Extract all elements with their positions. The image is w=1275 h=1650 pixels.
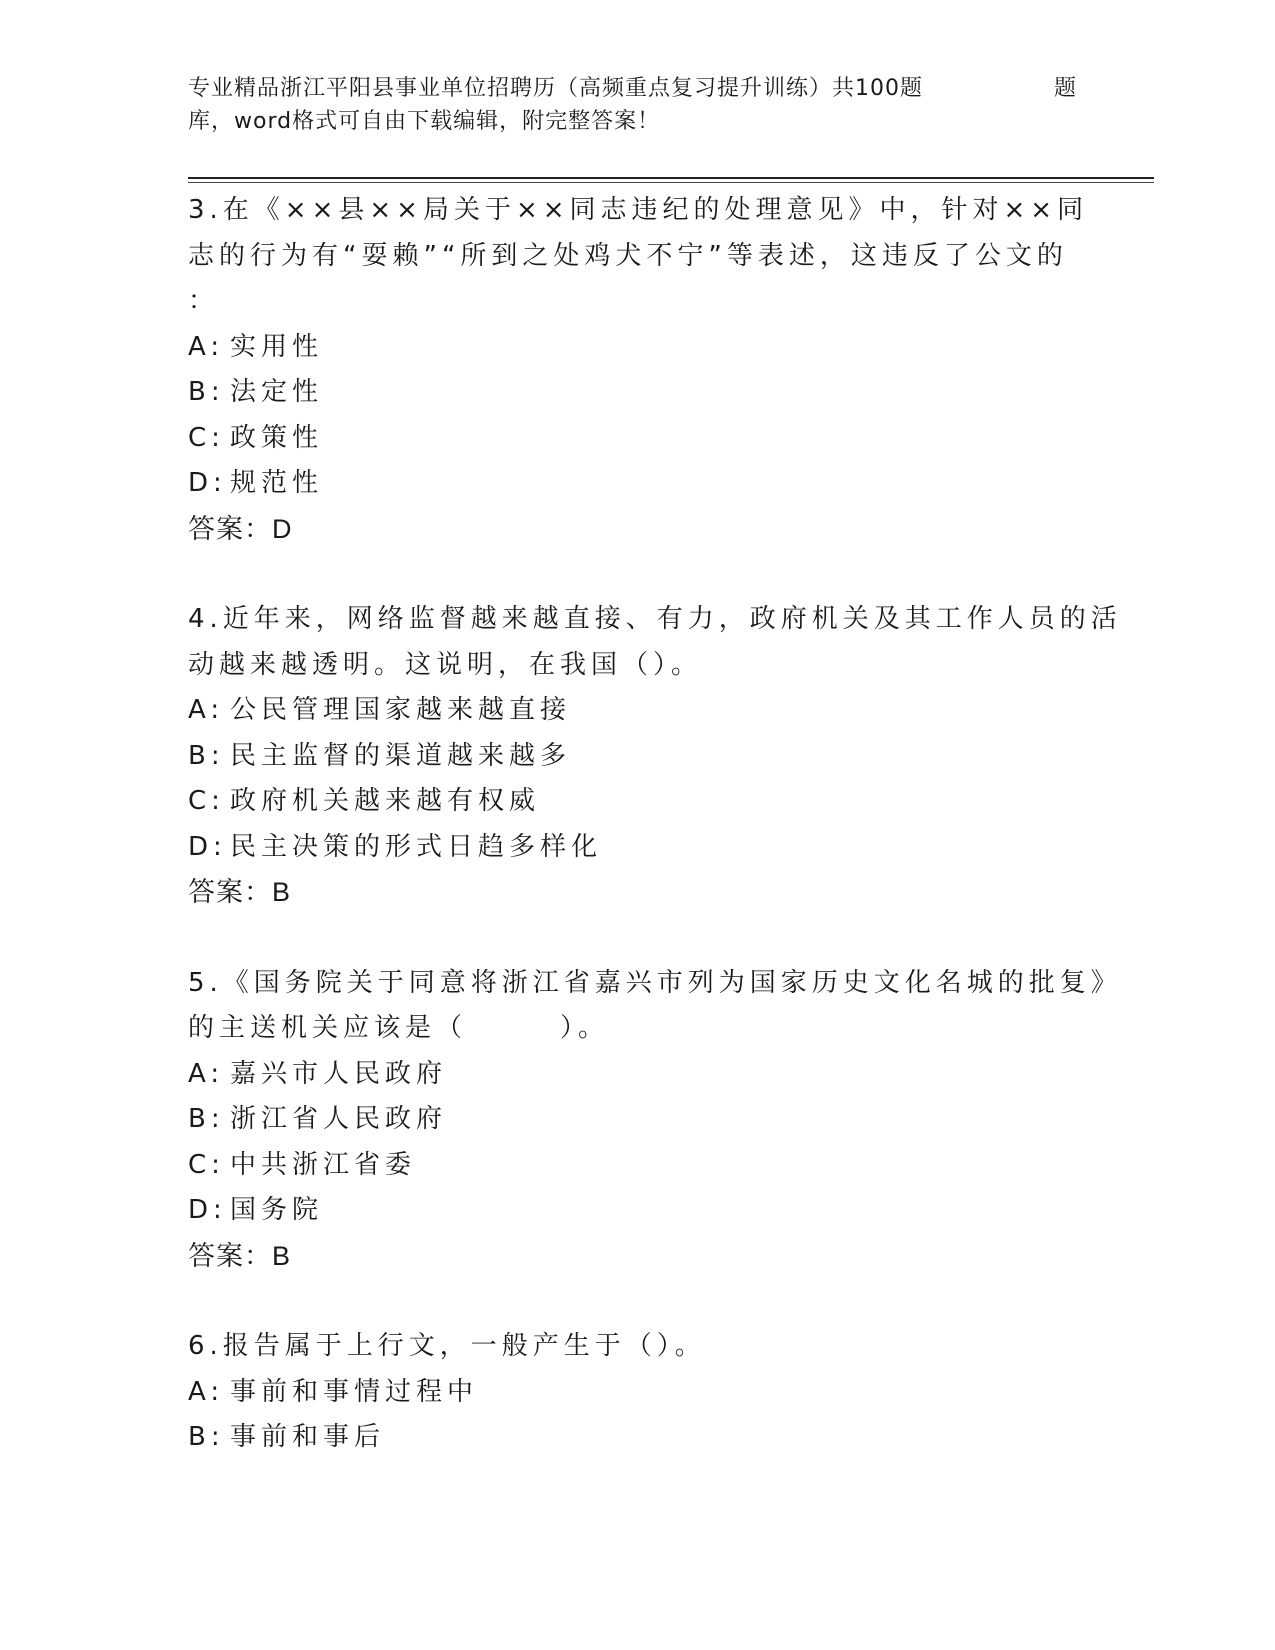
option-text: 浙江省人民政府 [230,1104,448,1134]
option-key: C: [188,786,225,816]
question-spacer [188,1279,1088,1324]
option-a [188,325,1088,371]
question-stem-line: 的主送机关应该是（ ）。 [188,1013,610,1043]
header-subtitle: 库，word格式可自由下载编辑，附完整答案！ [188,109,661,134]
option-key: C: [188,422,225,453]
option-key: D: [188,1195,227,1225]
option-c [188,779,1088,825]
question-6 [188,1324,1088,1461]
option-text: 嘉兴市人民政府 [230,1058,448,1089]
option-b [188,1097,1088,1143]
option-key: B: [188,1104,225,1134]
option-key: A: [188,331,225,362]
option-key: A: [188,1058,225,1089]
option-key: D: [188,831,227,862]
option-a [188,1370,1088,1416]
answer-line: 答案：B [188,877,292,907]
header-line-2 [188,105,1088,138]
question-stem-line: 志的行为有“耍赖”“所到之处鸡犬不宁”等表述，这违反了公文的 [188,240,1068,271]
option-c [188,416,1088,462]
question-5 [188,961,1122,1280]
header-line-1 [188,72,1088,105]
option-key: A: [188,695,225,725]
option-text: 事前和事情过程中 [230,1376,479,1407]
option-text: 国务院 [230,1195,324,1225]
option-key: B: [188,1422,225,1452]
question-stem-line: ： [188,286,220,316]
answer-line: 答案：D [188,513,293,544]
question-spacer [188,552,1088,597]
question-4 [188,597,1122,916]
option-d [188,825,1088,871]
option-key: C: [188,1149,225,1180]
question-stem-line: 4.近年来，网络监督越来越直接、有力，政府机关及其工作人员的活 [188,604,1122,634]
question-spacer [188,916,1088,961]
question-stem-line: 5.《国务院关于同意将浙江省嘉兴市列为国家历史文化名城的批复》 [188,967,1122,998]
header-divider-thin [188,182,1154,183]
question-stem-line: 动越来越透明。这说明，在我国（）。 [188,649,703,680]
option-b [188,1415,1088,1461]
option-c [188,1143,1088,1189]
header-divider [188,177,1154,179]
option-text: 事前和事后 [230,1422,386,1452]
option-key: B: [188,377,225,407]
option-text: 民主监督的渠道越来越多 [230,740,572,771]
header-title: 专业精品浙江平阳县事业单位招聘历（高频重点复习提升训练）共100题 [188,76,923,101]
option-text: 政策性 [230,422,324,453]
header-title-tail: 题 [1054,76,1078,101]
option-key: A: [188,1376,225,1407]
option-key: D: [188,468,227,498]
option-text: 法定性 [230,377,324,407]
option-b [188,370,1088,416]
option-text: 中共浙江省委 [230,1149,417,1180]
option-d [188,461,1088,507]
question-stem-line: 6.报告属于上行文，一般产生于（）。 [188,1331,706,1361]
option-key: B: [188,740,225,771]
option-text: 实用性 [230,331,324,362]
option-text: 民主决策的形式日趋多样化 [230,831,603,862]
question-3 [188,188,1088,552]
option-text: 政府机关越来越有权威 [230,786,541,816]
option-text: 规范性 [230,468,324,498]
question-stem-line: 3.在《××县××局关于××同志违纪的处理意见》中，针对××同 [188,195,1089,225]
option-a [188,1052,1088,1098]
option-d [188,1188,1088,1234]
option-a [188,688,1088,734]
option-b [188,734,1088,780]
question-list [188,188,1122,1461]
document-header [188,72,1088,138]
option-text: 公民管理国家越来越直接 [230,695,572,725]
answer-line: 答案：B [188,1240,292,1271]
